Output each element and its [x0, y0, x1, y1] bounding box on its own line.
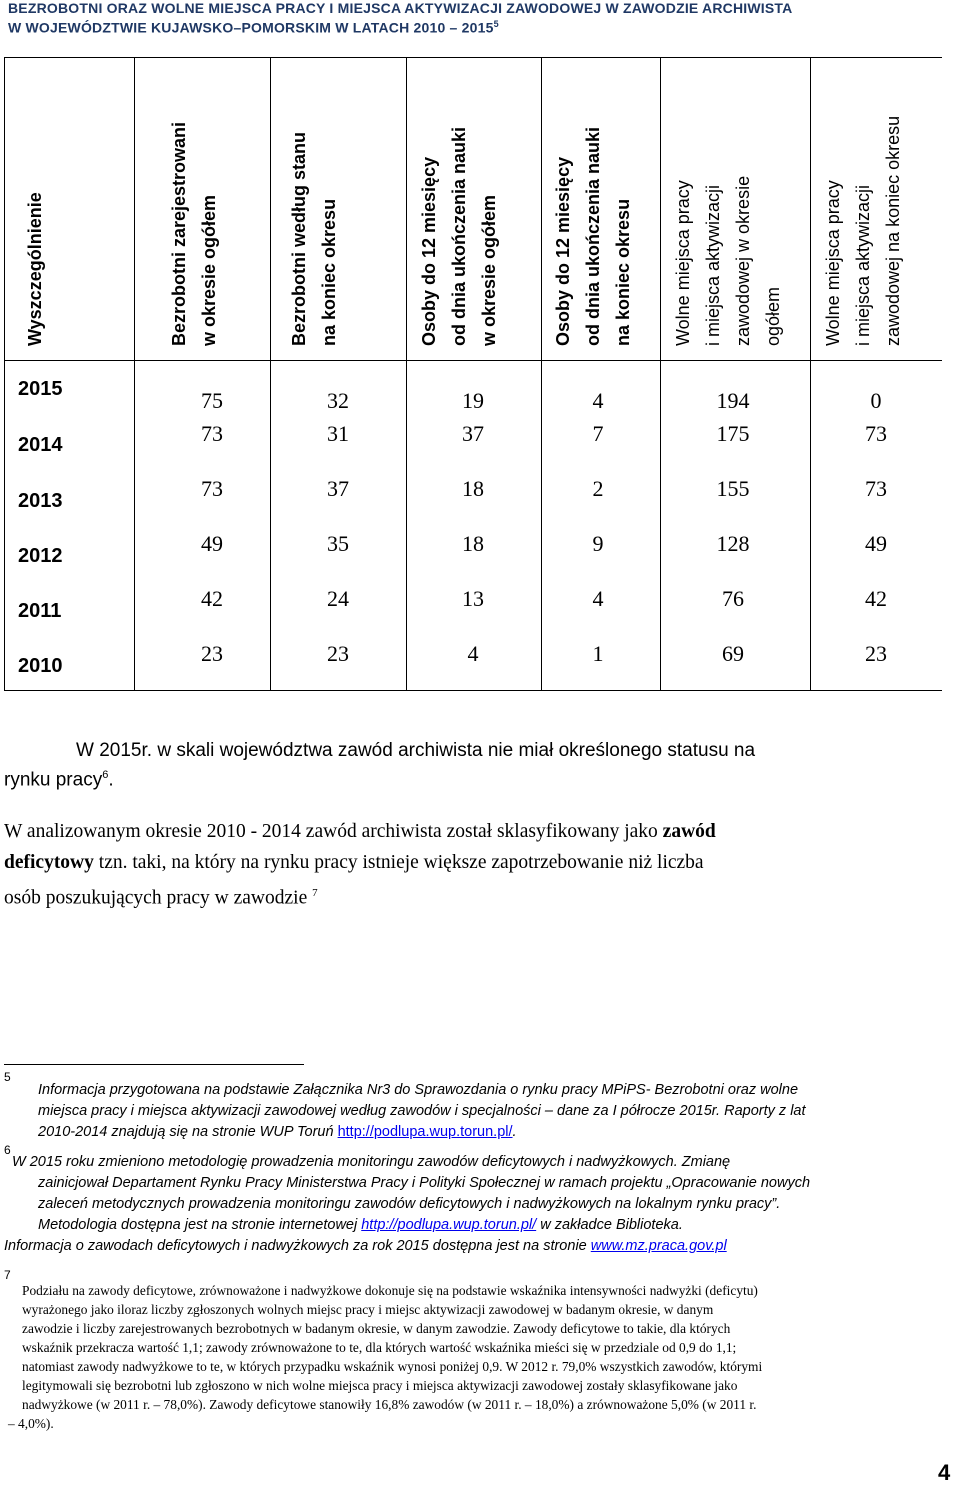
table-col-divider [270, 57, 271, 691]
footnote-separator [4, 1064, 304, 1065]
header-line2-text: W WOJEWÓDZTWIE KUJAWSKO–POMORSKIM W LATACH 2010 – 2015 [8, 19, 494, 36]
table-col-divider [541, 57, 542, 691]
table-col-divider [406, 57, 407, 691]
footnote-6-info [4, 1236, 727, 1257]
page-number: 4 [938, 1460, 951, 1485]
column-header-line: Bezrobotni zarejestrowani [169, 121, 189, 346]
footnote-6-number: 6 [4, 1143, 11, 1157]
table-cell: 155 [716, 476, 750, 501]
footnote-line: legitymowali się bezrobotni lub zgłoszono w nich wolne miejsca pracy i miejsca aktywizacji zawodowej zostały sklasyfikowane jako [22, 1378, 738, 1393]
column-header [164, 122, 224, 346]
footnote-line: zawodzie i liczby zarejestrowanych bezrobotnych w badanym okresie, w danym zawodzie. Zawody deficytowe to takie, dla których [22, 1321, 731, 1336]
table-cell: 37 [462, 421, 484, 446]
table-header-divider [4, 360, 942, 361]
table-cell: 35 [327, 531, 349, 556]
table-cell: 18 [462, 476, 484, 501]
table-cell: 7 [592, 421, 604, 446]
year-label: 2012 [18, 545, 63, 567]
paragraph-line [4, 847, 954, 878]
table-col-divider [810, 57, 811, 691]
footnote-text: . [512, 1124, 517, 1140]
table-left-border [4, 57, 5, 691]
footnote-text: Metodologia dostępna jest na stronie internetowej [38, 1217, 362, 1233]
table-cell: 73 [201, 476, 223, 501]
column-header-line: od dnia ukończenia nauki [583, 126, 603, 346]
table-col-divider [134, 57, 135, 691]
column-header-line: Osoby do 12 miesięcy [419, 156, 439, 346]
column-header-line: i miejsca aktywizacji [853, 184, 873, 346]
table-col-divider [660, 57, 661, 691]
footnote-line: Podziału na zawody deficytowe, zrównoważone i nadwyżkowe dokonuje się na podstawie wskaźnika intensywności nadwyżki (deficytu) [22, 1283, 758, 1298]
column-header-line: zawodowej na koniec okresu [883, 115, 903, 346]
column-header [414, 127, 504, 346]
table-cell: 4 [592, 388, 604, 413]
footnote-text: w zakładce Biblioteka. [536, 1217, 683, 1233]
table-cell: 73 [865, 476, 887, 501]
column-header-line: i miejsca aktywizacji [703, 184, 723, 346]
wup-torun-link[interactable]: http://podlupa.wup.torun.pl/ [361, 1217, 537, 1233]
column-header-line: na koniec okresu [319, 198, 339, 346]
footnote-line: nadwyżkowe (w 2011 r. – 78,0%). Zawody deficytowe stanowiły 16,8% zawodów (w 2011 r. – 18,0%) a zrównoważone 5,0% (w 2011 r. [22, 1397, 757, 1412]
table-cell: 23 [865, 641, 887, 666]
footnote-line: wskaźnik przekracza wartość 1,1; zawody zrównoważone to te, dla których wartość wskaźnika mieści się w przedziale od 0,9 do 1,1; [22, 1340, 737, 1355]
column-header-line: ogółem [763, 286, 783, 346]
column-header-line: Osoby do 12 miesięcy [553, 156, 573, 346]
year-label: 2013 [18, 490, 63, 512]
footnote-7-number: 7 [4, 1268, 11, 1282]
footnote-line: – 4,0%). [8, 1416, 54, 1431]
footnote-line: zaleceń metodycznych prowadzenia monitoringu zawodów deficytowych i nadwyżkowych na lokalnym rynku pracy”. [38, 1196, 781, 1212]
paragraph-text: W analizowanym okresie 2010 - 2014 zawód archiwista został sklasyfikowany jako [4, 821, 663, 842]
table-cell: 49 [201, 531, 223, 556]
table-cell: 76 [722, 586, 744, 611]
table-cell: 18 [462, 531, 484, 556]
table-cell: 4 [467, 641, 479, 666]
status-paragraph-end: . [108, 769, 114, 791]
column-header-line: od dnia ukończenia nauki [449, 126, 469, 346]
table-cell: 128 [716, 531, 750, 556]
footnote-ref-5: 5 [493, 19, 499, 29]
column-header-line: w okresie ogółem [199, 194, 219, 346]
table-cell: 194 [716, 388, 750, 413]
table-cell: 24 [327, 586, 349, 611]
table-cell: 73 [201, 421, 223, 446]
table-cell: 4 [592, 586, 604, 611]
paragraph-bold-text: deficytowy [4, 852, 94, 873]
column-header [818, 116, 908, 346]
table-cell: 37 [327, 476, 349, 501]
paragraph-bold-text: zawód [662, 821, 716, 842]
footnote-6 [38, 1173, 810, 1236]
footnote-line: wyrażonego jako iloraz liczby zgłoszonych wolnych miejsc pracy i miejsc aktywizacji zawodowej w badanym okresie, w danym [22, 1302, 714, 1317]
footnote-5-number: 5 [4, 1070, 11, 1084]
column-header-line: Bezrobotni według stanu [289, 132, 309, 346]
page-header-line1: BEZROBOTNI ORAZ WOLNE MIEJSCA PRACY I MIEJSCA AKTYWIZACJI ZAWODOWEJ W ZAWODZIE ARCHIWISTA [8, 0, 793, 16]
column-header-line: Wolne miejsca pracy [673, 180, 693, 346]
footnote-line [38, 1122, 806, 1143]
footnote-line [38, 1215, 810, 1236]
footnote-line: miejsca pracy i miejsca aktywizacji zawodowej według zawodów i specjalności – dane za I półrocze 2015r. Raporty z lat [38, 1103, 806, 1119]
table-cell: 0 [870, 388, 882, 413]
table-cell: 42 [865, 586, 887, 611]
footnote-7 [8, 1281, 763, 1433]
table-bottom-border [4, 690, 942, 691]
table-cell: 75 [201, 388, 223, 413]
mz-praca-link[interactable]: www.mz.praca.gov.pl [590, 1238, 727, 1254]
table-cell: 9 [592, 531, 604, 556]
table-cell: 49 [865, 531, 887, 556]
column-header [284, 132, 344, 346]
table-cell: 1 [592, 641, 604, 666]
column-header [548, 127, 638, 346]
paragraph-line [4, 878, 954, 914]
column-header [668, 176, 788, 346]
table-top-border [4, 57, 942, 58]
table-cell: 23 [201, 641, 223, 666]
paragraph-text: osób poszukujących pracy w zawodzie [4, 887, 313, 909]
year-label: 2010 [18, 655, 63, 677]
status-paragraph-line2 [4, 769, 114, 791]
year-label: 2014 [18, 434, 63, 456]
table-cell: 42 [201, 586, 223, 611]
table-cell: 23 [327, 641, 349, 666]
table-cell: 175 [716, 421, 750, 446]
footnote-line: natomiast zawody nadwyżkowe to te, w których przypadku wskaźnik wynosi poniżej 0,9. W 2012 r. 79,0% wszystkich zawodów, którymi [22, 1359, 763, 1374]
table-cell: 31 [327, 421, 349, 446]
footnote-ref-7: 7 [312, 887, 318, 899]
wup-torun-link[interactable]: http://podlupa.wup.torun.pl/ [337, 1124, 513, 1140]
footnote-line: zainicjował Departament Rynku Pracy Ministerstwa Pracy i Polityki Społecznej w ramach projektu „Opracowanie nowych [38, 1175, 811, 1191]
footnote-6-line1: W 2015 roku zmieniono metodologię prowadzenia monitoringu zawodów deficytowych i nadwyżkowych. Zmianę [12, 1154, 731, 1170]
table-cell: 32 [327, 388, 349, 413]
footnote-text: Informacja o zawodach deficytowych i nadwyżkowych za rok 2015 dostępna jest na stronie [4, 1238, 591, 1254]
table-cell: 19 [462, 388, 484, 413]
status-paragraph-text: rynku pracy [4, 769, 103, 791]
column-header-line: zawodowej w okresie [733, 175, 753, 346]
classification-paragraph [4, 816, 954, 914]
column-header-line: w okresie ogółem [479, 194, 499, 346]
table-cell: 69 [722, 641, 744, 666]
footnote-5 [38, 1080, 806, 1143]
table-cell: 13 [462, 586, 484, 611]
column-header-line: na koniec okresu [613, 198, 633, 346]
column-header-line: Wolne miejsca pracy [823, 180, 843, 346]
paragraph-line [4, 816, 954, 847]
page-header-line2 [8, 19, 499, 36]
table-cell: 2 [592, 476, 604, 501]
year-label: 2011 [18, 600, 62, 622]
footnote-line: Informacja przygotowana na podstawie Załącznika Nr3 do Sprawozdania o rynku pracy MPiPS- Bezrobotni oraz wolne [38, 1082, 799, 1098]
paragraph-text: tzn. taki, na który na rynku pracy istnieje większe zapotrzebowanie niż liczba [93, 852, 704, 873]
footnote-ref-6: 6 [102, 769, 109, 781]
year-label: 2015 [18, 378, 63, 400]
footnote-text: 2010-2014 znajdują się na stronie WUP Toruń [38, 1124, 338, 1140]
status-paragraph-line1: W 2015r. w skali województwa zawód archiwista nie miał określonego statusu na [76, 740, 756, 761]
table-cell: 73 [865, 421, 887, 446]
corner-label: Wyszczególnienie [25, 192, 45, 346]
